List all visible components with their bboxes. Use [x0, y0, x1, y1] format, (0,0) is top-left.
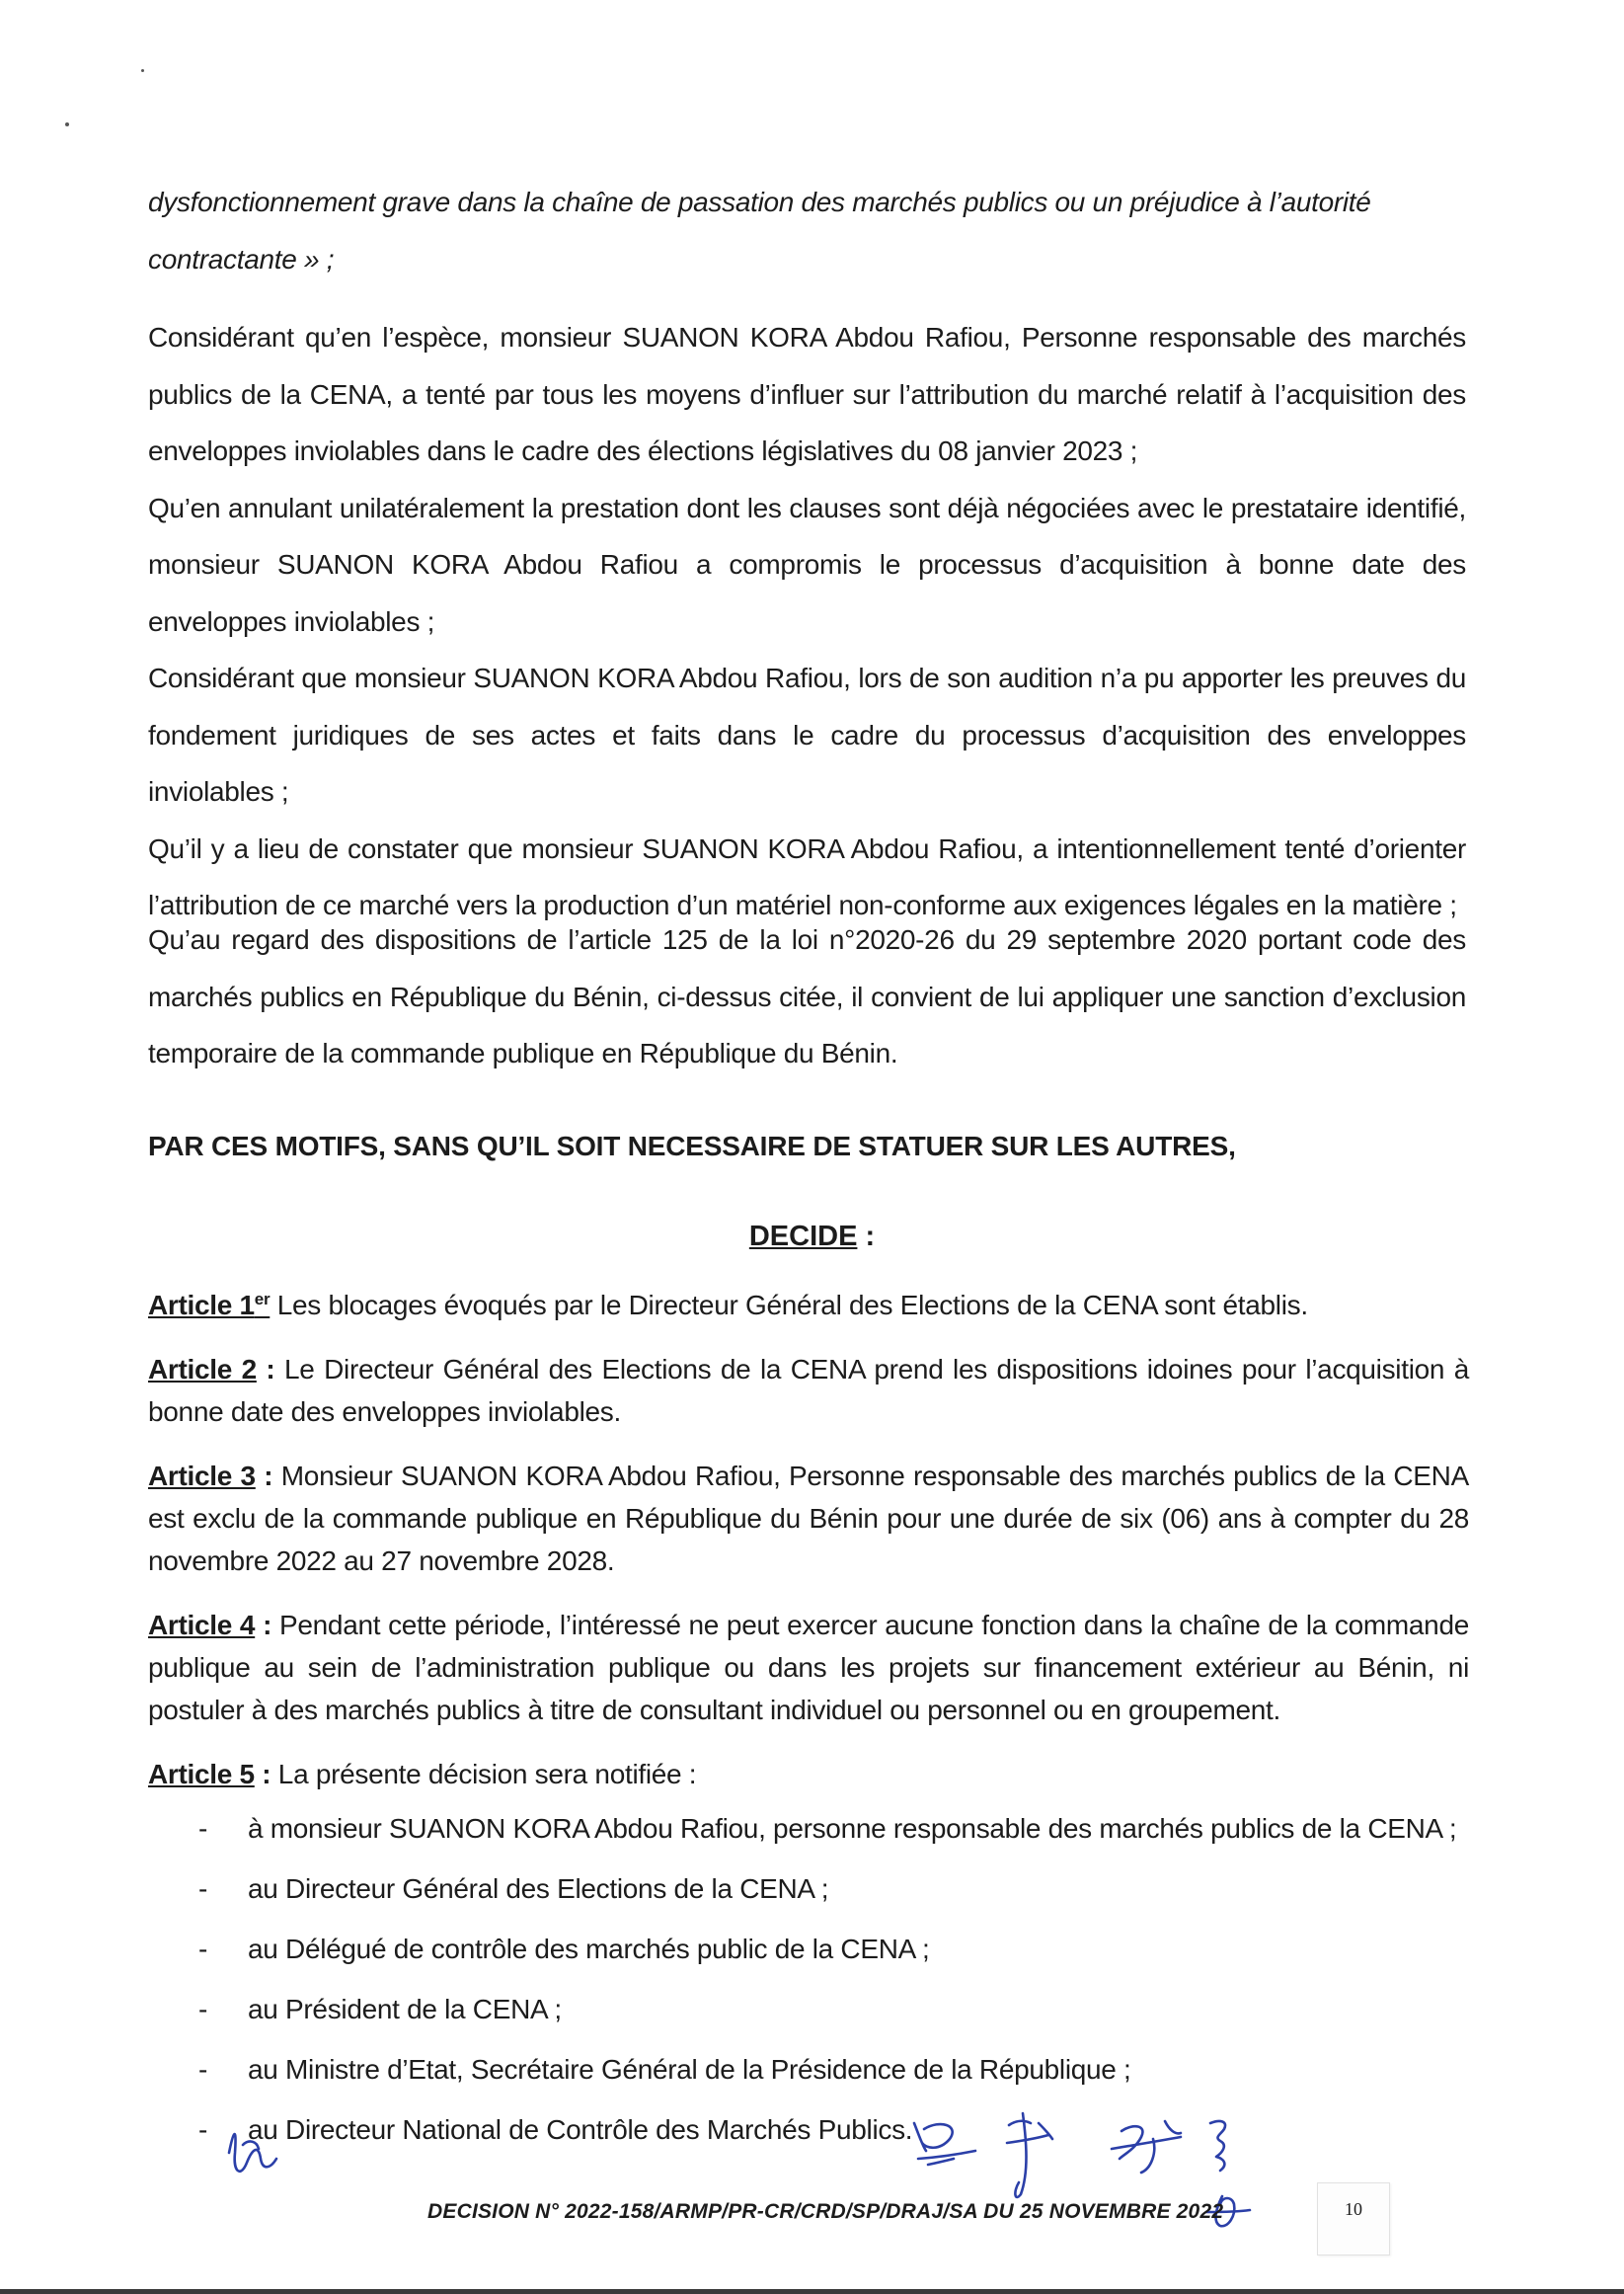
article-1	[148, 1284, 1469, 1326]
list-item	[148, 1807, 1471, 1867]
continuation-line-2: contractante » ;	[148, 243, 335, 275]
article-5	[148, 1753, 1469, 1795]
considerants-section	[148, 309, 1466, 934]
article-4-label: Article 4	[148, 1610, 256, 1640]
article-4-text: Pendant cette période, l’intéressé ne peut exercer aucune fonction dans la chaîne de la commande publique au sein de l’administration publique ou dans les projets sur financement extérieur au Bénin, ni postuler à des marchés publics à titre de consultant individuel ou personnel ou en groupement.	[148, 1610, 1470, 1725]
list-dash: -	[198, 1934, 208, 1964]
continuation-text	[148, 174, 1466, 287]
list-item-text: au Directeur Général des Elections de la CENA ;	[248, 1873, 829, 1904]
decide-colon: :	[857, 1221, 876, 1252]
list-item-text: au Ministre d’Etat, Secrétaire Général de la Présidence de la République ;	[248, 2054, 1131, 2085]
list-item-text: au Directeur National de Contrôle des Marchés Publics.	[248, 2114, 913, 2145]
article-1-superscript: er	[254, 1290, 271, 1308]
article-4-colon: :	[255, 1610, 272, 1640]
article-4	[148, 1604, 1469, 1731]
articles-section	[148, 1284, 1469, 1817]
article-2-text: Le Directeur Général des Elections de la CENA prend les dispositions idoines pour l’acquisition à bonne date des enveloppes inviolables.	[148, 1354, 1470, 1427]
list-dash: -	[198, 2054, 208, 2085]
article-5-text: La présente décision sera notifiée :	[271, 1759, 697, 1789]
article-2-label: Article 2	[148, 1354, 257, 1384]
page-number: 10	[1345, 2199, 1362, 2219]
list-dash: -	[198, 1873, 208, 1904]
quil-paragraph: Qu’il y a lieu de constater que monsieur SUANON KORA Abdou Rafiou, a intentionnellement tenté d’orienter l’attribution de ce marché vers la production d’un matériel non-conforme aux exigences légales en la matière ;	[148, 832, 1466, 920]
list-dash: -	[198, 1994, 208, 2024]
list-item	[148, 1988, 1471, 2048]
article-3-label: Article 3	[148, 1461, 256, 1491]
article-3-colon: :	[255, 1461, 273, 1491]
article-2	[148, 1348, 1469, 1433]
intro-section	[148, 174, 1466, 287]
considerant-paragraph-1: Considérant qu’en l’espèce, monsieur SUANON KORA Abdou Rafiou, Personne responsable des marchés publics de la CENA, a tenté par tous les moyens d’influer sur l’attribution du marché relatif à l’acquisition des enveloppes inviolables dans le cadre des élections législatives du 08 janvier 2023 ;	[148, 322, 1466, 466]
article-5-colon: :	[254, 1759, 271, 1789]
list-dash: -	[198, 1813, 208, 1844]
list-item-text: au Président de la CENA ;	[248, 1994, 562, 2024]
article-2-colon: :	[256, 1354, 275, 1384]
scan-speck	[65, 122, 69, 126]
article-1-text: Les blocages évoqués par le Directeur Général des Elections de la CENA sont établis.	[270, 1290, 1308, 1320]
decision-footer: DECISION N° 2022-158/ARMP/PR-CR/CRD/SP/DRAJ/SA DU 25 NOVEMBRE 2022	[427, 2200, 1224, 2223]
quen-paragraph: Qu’en annulant unilatéralement la prestation dont les clauses sont déjà négociées avec le prestataire identifié, monsieur SUANON KORA Abdou Rafiou a compromis le processus d’acquisition à bonne date des enveloppes inviolables ;	[148, 492, 1466, 637]
article-3-text: Monsieur SUANON KORA Abdou Rafiou, Personne responsable des marchés publics de la CENA est exclu de la commande publique en République du Bénin pour une durée de six (06) ans à compter du 28 novembre 2022 au 27 novembre 2028.	[148, 1461, 1469, 1576]
considerant-paragraph-2: Considérant que monsieur SUANON KORA Abdou Rafiou, lors de son audition n’a pu apporter les preuves du fondement juridiques de ses actes et faits dans le cadre du processus d’acquisition des enveloppes inviolables ;	[148, 663, 1466, 807]
scan-bottom-edge	[0, 2289, 1624, 2294]
list-item-text: au Délégué de contrôle des marchés public de la CENA ;	[248, 1934, 930, 1964]
article-1-label: Article 1er	[148, 1290, 271, 1320]
quau-paragraph: Qu’au regard des dispositions de l’article 125 de la loi n°2020-26 du 29 septembre 2020 portant code des marchés publics en République du Bénin, ci-dessus citée, il convient de lui appliquer une sanction d’exclusion temporaire de la commande publique en République du Bénin.	[148, 924, 1466, 1068]
list-dash: -	[198, 2114, 208, 2145]
page-number-box	[1317, 2182, 1390, 2255]
article-3	[148, 1455, 1469, 1582]
quau-section	[148, 911, 1466, 1082]
decide-heading	[0, 1221, 1624, 1253]
scan-speck	[141, 69, 144, 72]
continuation-line-1: dysfonctionnement grave dans la chaîne de passation des marchés publics ou un préjudice à l’autorité	[148, 187, 1371, 217]
list-item	[148, 2048, 1471, 2108]
list-item	[148, 1928, 1471, 1988]
list-item	[148, 2108, 1471, 2169]
list-item	[148, 1867, 1471, 1928]
decide-label: DECIDE	[748, 1221, 858, 1252]
notification-list	[148, 1807, 1471, 2169]
list-item-text: à monsieur SUANON KORA Abdou Rafiou, personne responsable des marchés publics de la CENA ;	[248, 1813, 1457, 1844]
article-5-label: Article 5	[148, 1759, 255, 1789]
motifs-heading: PAR CES MOTIFS, SANS QU’IL SOIT NECESSAIRE DE STATUER SUR LES AUTRES,	[148, 1131, 1236, 1161]
